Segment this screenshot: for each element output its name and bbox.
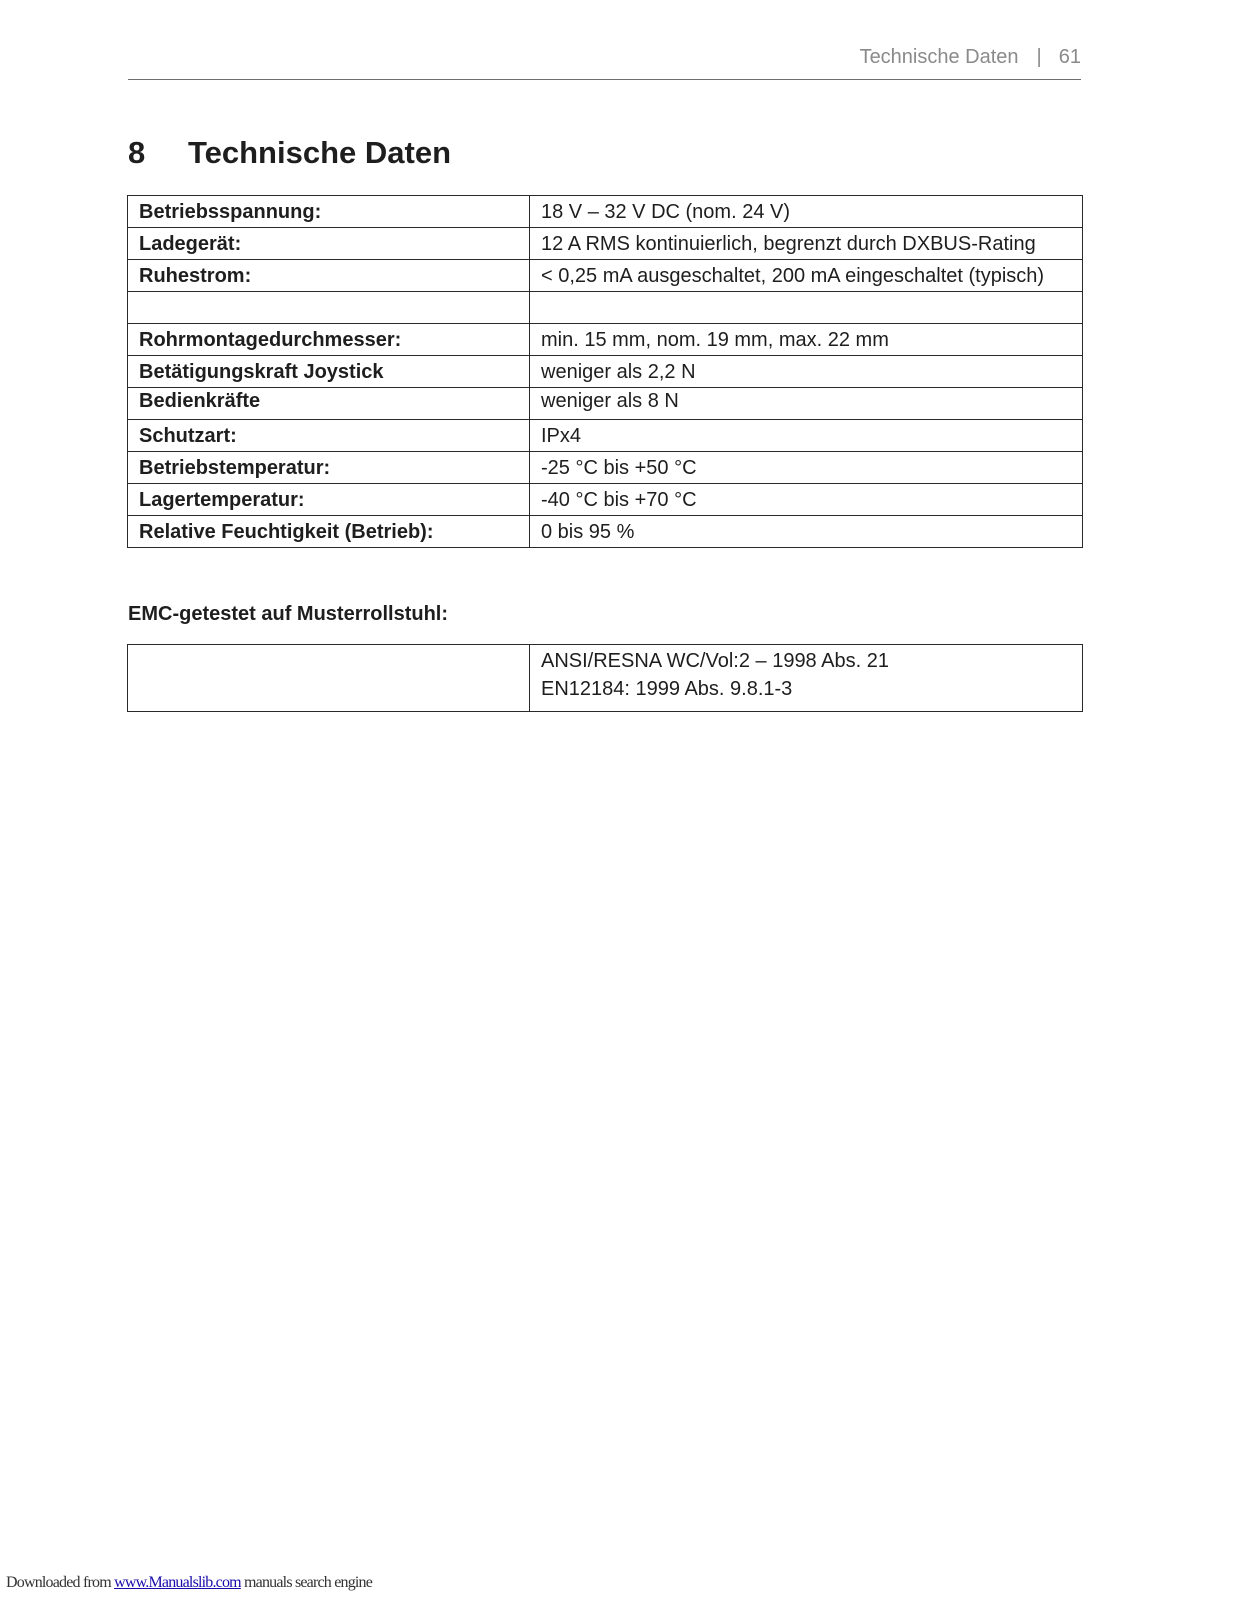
spec-value: < 0,25 mA ausgeschaltet, 200 mA eingeschaltet (typisch) [530, 260, 1083, 292]
table-row [128, 196, 1083, 228]
spec-key: Schutzart: [128, 420, 530, 452]
table-row [128, 645, 1083, 712]
table-row [128, 228, 1083, 260]
header-section-title: Technische Daten [859, 46, 1019, 68]
table-row [128, 484, 1083, 516]
table-row [128, 420, 1083, 452]
spec-value: weniger als 2,2 N [530, 356, 1083, 388]
spec-key: Betriebstemperatur: [128, 452, 530, 484]
spec-value: 12 A RMS kontinuierlich, begrenzt durch DXBUS-Rating [530, 228, 1083, 260]
section-number: 8 [128, 135, 146, 170]
table-row [128, 260, 1083, 292]
spec-value: -40 °C bis +70 °C [530, 484, 1083, 516]
emc-standard-line: EN12184: 1999 Abs. 9.8.1-3 [541, 678, 793, 700]
spec-value: min. 15 mm, nom. 19 mm, max. 22 mm [530, 324, 1083, 356]
spec-value: 0 bis 95 % [530, 516, 1083, 548]
table-row [128, 388, 1083, 420]
emc-table [127, 644, 1083, 712]
emc-standard-line: ANSI/RESNA WC/Vol:2 – 1998 Abs. 21 [541, 650, 889, 672]
spec-key: Relative Feuchtigkeit (Betrieb): [128, 516, 530, 548]
spec-key [128, 292, 530, 324]
spec-key: Bedienkräfte [128, 388, 530, 420]
page-number: 61 [1058, 46, 1081, 68]
spec-value: 18 V – 32 V DC (nom. 24 V) [530, 196, 1083, 228]
emc-standards [530, 645, 1083, 712]
spec-value: -25 °C bis +50 °C [530, 452, 1083, 484]
emc-key [128, 645, 530, 712]
spec-value: IPx4 [530, 420, 1083, 452]
spec-value: weniger als 8 N [530, 388, 1083, 420]
manualslib-link[interactable]: www.Manualslib.com [114, 1574, 241, 1591]
section-title [128, 135, 451, 171]
download-footer [6, 1574, 372, 1592]
spec-value [530, 292, 1083, 324]
spec-key: Lagertemperatur: [128, 484, 530, 516]
footer-suffix: manuals search engine [240, 1574, 373, 1591]
footer-prefix: Downloaded from [6, 1574, 115, 1591]
page-header [128, 46, 1081, 80]
spec-key: Betriebsspannung: [128, 196, 530, 228]
section-title-text: Technische Daten [188, 135, 452, 170]
table-row [128, 452, 1083, 484]
table-row [128, 324, 1083, 356]
header-separator: | [1036, 46, 1042, 68]
spec-key: Ruhestrom: [128, 260, 530, 292]
spec-key: Betätigungskraft Joystick [128, 356, 530, 388]
emc-heading: EMC-getestet auf Musterrollstuhl: [128, 603, 449, 625]
table-row [128, 516, 1083, 548]
table-row [128, 292, 1083, 324]
technical-data-table [127, 195, 1083, 548]
spec-key: Ladegerät: [128, 228, 530, 260]
table-row [128, 356, 1083, 388]
spec-key: Rohrmontagedurchmesser: [128, 324, 530, 356]
